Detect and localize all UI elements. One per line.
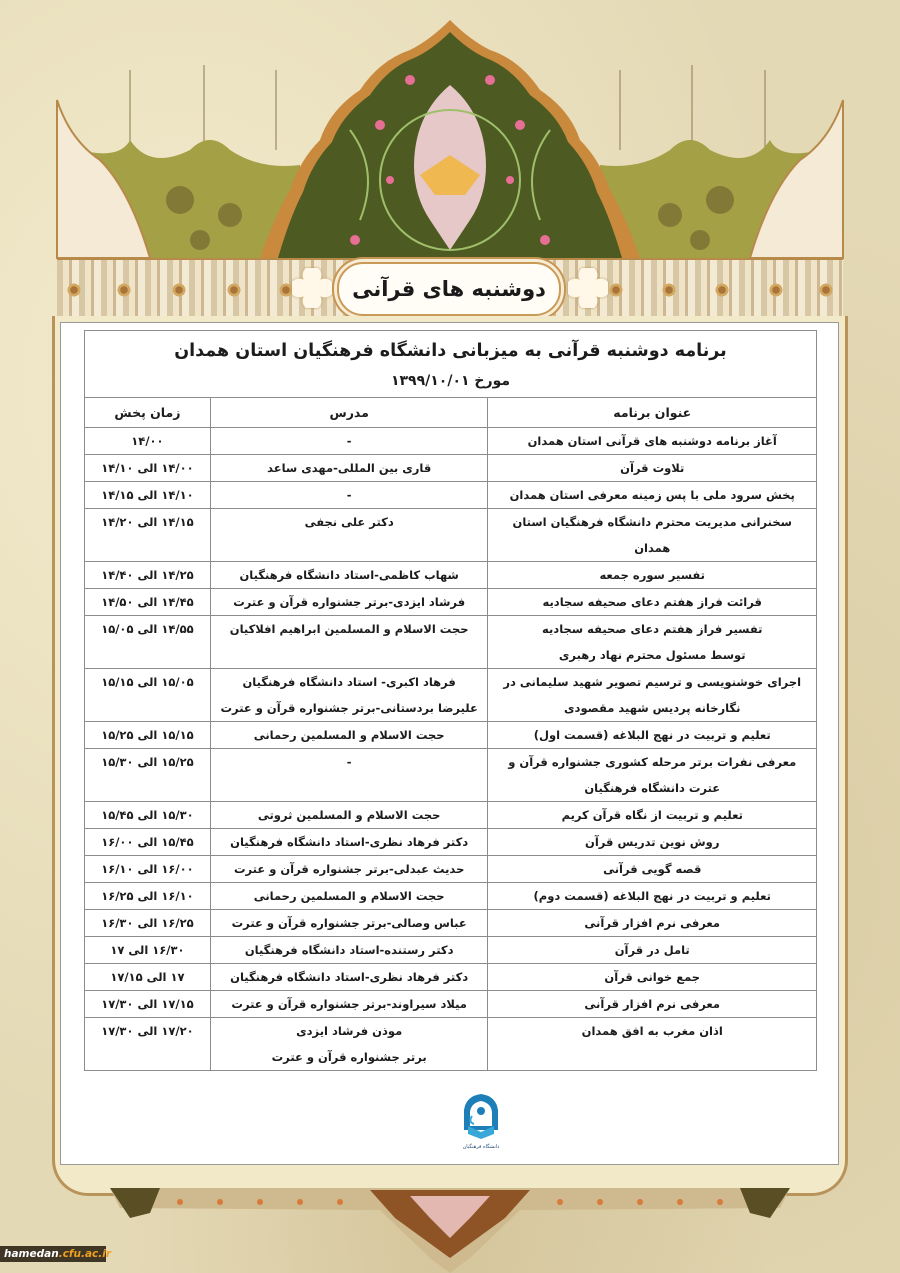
table-row [85, 802, 817, 829]
program-title: تلاوت قرآن [620, 461, 685, 475]
program-title-cell [488, 749, 817, 802]
site-domain: .cfu.ac.ir [58, 1248, 112, 1260]
logo-caption: دانشگاه فرهنگیان [462, 1144, 500, 1150]
site-host: hamedan [4, 1248, 59, 1260]
program-title: قرائت فراز هفتم دعای صحیفه سجادیه [542, 595, 762, 609]
presenter-cell [210, 991, 488, 1018]
broadcast-time: ۱۶/۲۵ الی ۱۶/۳۰ [85, 910, 211, 937]
program-title-cell [488, 669, 817, 722]
table-row [85, 883, 817, 910]
table-row [85, 509, 817, 562]
presenter-name: حجت الاسلام و المسلمین ثروتی [257, 808, 441, 822]
ornament-dot-icon [715, 282, 729, 298]
program-title-cell [488, 1018, 817, 1071]
arabesque-ornament-icon [0, 0, 900, 265]
program-title-cell [488, 910, 817, 937]
presenter-name: دکتر علی نجفی [304, 515, 394, 529]
table-row [85, 482, 817, 509]
presenter-name: میلاد سیراوند-برتر جشنواره قرآن و عترت [231, 997, 467, 1011]
table-row [85, 1018, 817, 1071]
presenter-name: حدیث عبدلی-برتر جشنواره قرآن و عترت [233, 862, 465, 876]
program-title: تعلیم و تربیت در نهج البلاغه (قسمت اول) [533, 728, 771, 742]
document-date: مورخ ۱۳۹۹/۱۰/۰۱ [390, 373, 511, 389]
presenter-name: شهاب کاظمی-استاد دانشگاه فرهنگیان [239, 568, 459, 582]
program-title: عترت دانشگاه فرهنگیان [584, 781, 721, 795]
program-title-cell [488, 937, 817, 964]
presenter-cell [210, 964, 488, 991]
program-title-cell [488, 482, 817, 509]
presenter-name: موذن فرشاد ایزدی [296, 1024, 403, 1038]
broadcast-time: ۱۴/۵۵ الی ۱۵/۰۵ [85, 616, 211, 669]
presenter-name: علیرضا بردستانی-برتر جشنواره قرآن و عترت [220, 701, 478, 715]
program-title: پخش سرود ملی با پس زمینه معرفی استان همدان [509, 488, 795, 502]
site-watermark [0, 1246, 112, 1262]
presenter-cell [210, 856, 488, 883]
program-title: تعلیم و تربیت از نگاه قرآن کریم [561, 808, 743, 822]
program-title-cell [488, 428, 817, 455]
ornament-dot-icon [662, 282, 676, 298]
presenter-cell [210, 802, 488, 829]
program-title-cell [488, 991, 817, 1018]
presenter-cell [210, 937, 488, 964]
presenter-name: حجت الاسلام و المسلمین رحمانی [253, 889, 445, 903]
program-title: معرفی نفرات برتر مرحله کشوری جشنواره قرآن و [508, 755, 797, 769]
program-title: تعلیم و تربیت در نهج البلاغه (قسمت دوم) [533, 889, 771, 903]
broadcast-time: ۱۴/۱۰ الی ۱۴/۱۵ [85, 482, 211, 509]
program-title: اذان مغرب به افق همدان [581, 1024, 723, 1038]
program-title: اجرای خوشنویسی و ترسیم تصویر شهید سلیمانی در [503, 675, 802, 689]
broadcast-time: ۱۶/۱۰ الی ۱۶/۲۵ [85, 883, 211, 910]
broadcast-time: ۱۵/۰۵ الی ۱۵/۱۵ [85, 669, 211, 722]
schedule-rows [85, 428, 817, 1071]
presenter-name: برتر جشنواره قرآن و عترت [271, 1050, 427, 1064]
ornament-dot-icon [172, 282, 186, 298]
program-title-cell [488, 856, 817, 883]
table-row [85, 829, 817, 856]
table-row [85, 669, 817, 722]
program-title-cell [488, 589, 817, 616]
university-logo [456, 1092, 506, 1150]
program-title-cell [488, 964, 817, 991]
program-title: معرفی نرم افزار قرآنی [584, 997, 721, 1011]
program-title-cell [488, 829, 817, 856]
presenter-cell [210, 428, 488, 455]
presenter-cell [210, 829, 488, 856]
presenter-name: قاری بین المللی-مهدی ساعد [267, 461, 432, 475]
presenter-cell [210, 616, 488, 669]
program-title-cell [488, 509, 817, 562]
broadcast-time: ۱۴/۰۰ الی ۱۴/۱۰ [85, 455, 211, 482]
table-row [85, 616, 817, 669]
presenter-cell [210, 509, 488, 562]
program-title: سخنرانی مدیریت محترم دانشگاه فرهنگیان استان [512, 515, 792, 529]
broadcast-time: ۱۴/۱۵ الی ۱۴/۲۰ [85, 509, 211, 562]
broadcast-time: ۱۴/۰۰ [85, 428, 211, 455]
presenter-cell [210, 482, 488, 509]
table-row [85, 964, 817, 991]
banner-cartouche [337, 262, 561, 316]
program-title: تامل در قرآن [614, 943, 690, 957]
program-title: روش نوین تدریس قرآن [585, 835, 720, 849]
arabesque-footer-icon [0, 1188, 900, 1273]
column-header-time: زمان پخش [85, 398, 211, 428]
broadcast-time: ۱۶/۳۰ الی ۱۷ [85, 937, 211, 964]
broadcast-time: ۱۷ الی ۱۷/۱۵ [85, 964, 211, 991]
ornament-dot-icon [67, 282, 81, 298]
presenter-name: - [346, 488, 352, 502]
broadcast-time: ۱۴/۲۵ الی ۱۴/۴۰ [85, 562, 211, 589]
presenter-cell [210, 910, 488, 937]
broadcast-time: ۱۵/۱۵ الی ۱۵/۲۵ [85, 722, 211, 749]
program-title-cell [488, 722, 817, 749]
program-title: نگارخانه پردیس شهید مقصودی [564, 701, 741, 715]
ornament-dot-icon [769, 282, 783, 298]
quatrefoil-ornament-icon [292, 268, 332, 308]
ornament-dot-icon [819, 282, 833, 298]
presenter-cell [210, 749, 488, 802]
ornament-dot-icon [117, 282, 131, 298]
broadcast-time: ۱۷/۱۵ الی ۱۷/۳۰ [85, 991, 211, 1018]
university-logo-icon [456, 1092, 506, 1150]
program-title-cell [488, 802, 817, 829]
presenter-cell [210, 455, 488, 482]
program-title: توسط مسئول محترم نهاد رهبری [558, 648, 746, 662]
presenter-name: دکتر فرهاد نظری-استاد دانشگاه فرهنگیان [230, 970, 469, 984]
program-title: آغاز برنامه دوشنبه های قرآنی استان همدان [527, 434, 777, 448]
broadcast-time: ۱۴/۴۵ الی ۱۴/۵۰ [85, 589, 211, 616]
broadcast-time: ۱۵/۳۰ الی ۱۵/۴۵ [85, 802, 211, 829]
document-heading: برنامه دوشنبه قرآنی به میزبانی دانشگاه فرهنگیان استان همدان [174, 341, 727, 361]
ornament-dot-icon [279, 282, 293, 298]
column-header-title: عنوان برنامه [488, 398, 817, 428]
presenter-name: - [346, 434, 352, 448]
program-title-cell [488, 616, 817, 669]
broadcast-time: ۱۷/۲۰ الی ۱۷/۳۰ [85, 1018, 211, 1071]
presenter-name: دکتر فرهاد نظری-استاد دانشگاه فرهنگیان [230, 835, 469, 849]
presenter-name: حجت الاسلام و المسلمین ابراهیم افلاکیان [229, 622, 469, 636]
presenter-name: - [346, 755, 352, 769]
table-row [85, 749, 817, 802]
presenter-cell [210, 562, 488, 589]
footer-ornament [0, 1188, 900, 1273]
table-row [85, 722, 817, 749]
presenter-cell [210, 669, 488, 722]
broadcast-time: ۱۶/۰۰ الی ۱۶/۱۰ [85, 856, 211, 883]
table-heading-cell [85, 331, 817, 398]
program-title-cell [488, 455, 817, 482]
ornament-dot-icon [609, 282, 623, 298]
table-header-row [85, 398, 817, 428]
table-row [85, 991, 817, 1018]
broadcast-time: ۱۵/۴۵ الی ۱۶/۰۰ [85, 829, 211, 856]
presenter-name: حجت الاسلام و المسلمین رحمانی [253, 728, 445, 742]
program-title: تفسیر فراز هفتم دعای صحیفه سجادیه [542, 622, 763, 636]
schedule-table [84, 330, 817, 1071]
header-ornament [0, 0, 900, 265]
quatrefoil-ornament-icon [568, 268, 608, 308]
program-title: قصه گویی قرآنی [603, 862, 702, 876]
ornament-dot-icon [227, 282, 241, 298]
presenter-name: عباس وصالی-برتر جشنواره قرآن و عترت [231, 916, 467, 930]
presenter-name: دکتر رستنده-استاد دانشگاه فرهنگیان [244, 943, 454, 957]
presenter-cell [210, 722, 488, 749]
table-row [85, 937, 817, 964]
broadcast-time: ۱۵/۲۵ الی ۱۵/۳۰ [85, 749, 211, 802]
program-title: همدان [634, 541, 671, 555]
table-heading-row [85, 331, 817, 398]
presenter-name: فرهاد اکبری- استاد دانشگاه فرهنگیان [242, 675, 456, 689]
table-row [85, 455, 817, 482]
table-row [85, 910, 817, 937]
table-row [85, 856, 817, 883]
presenter-cell [210, 589, 488, 616]
banner-title: دوشنبه های قرآنی [352, 277, 546, 301]
program-title: معرفی نرم افزار قرآنی [584, 916, 721, 930]
presenter-cell [210, 883, 488, 910]
table-row [85, 562, 817, 589]
presenter-cell [210, 1018, 488, 1071]
program-title-cell [488, 883, 817, 910]
program-title-cell [488, 562, 817, 589]
presenter-name: فرشاد ایزدی-برتر جشنواره قرآن و عترت [233, 595, 466, 609]
column-header-presenter: مدرس [210, 398, 488, 428]
program-title: تفسیر سوره جمعه [599, 568, 705, 582]
table-row [85, 589, 817, 616]
table-row [85, 428, 817, 455]
program-title: جمع خوانی قرآن [604, 970, 701, 984]
